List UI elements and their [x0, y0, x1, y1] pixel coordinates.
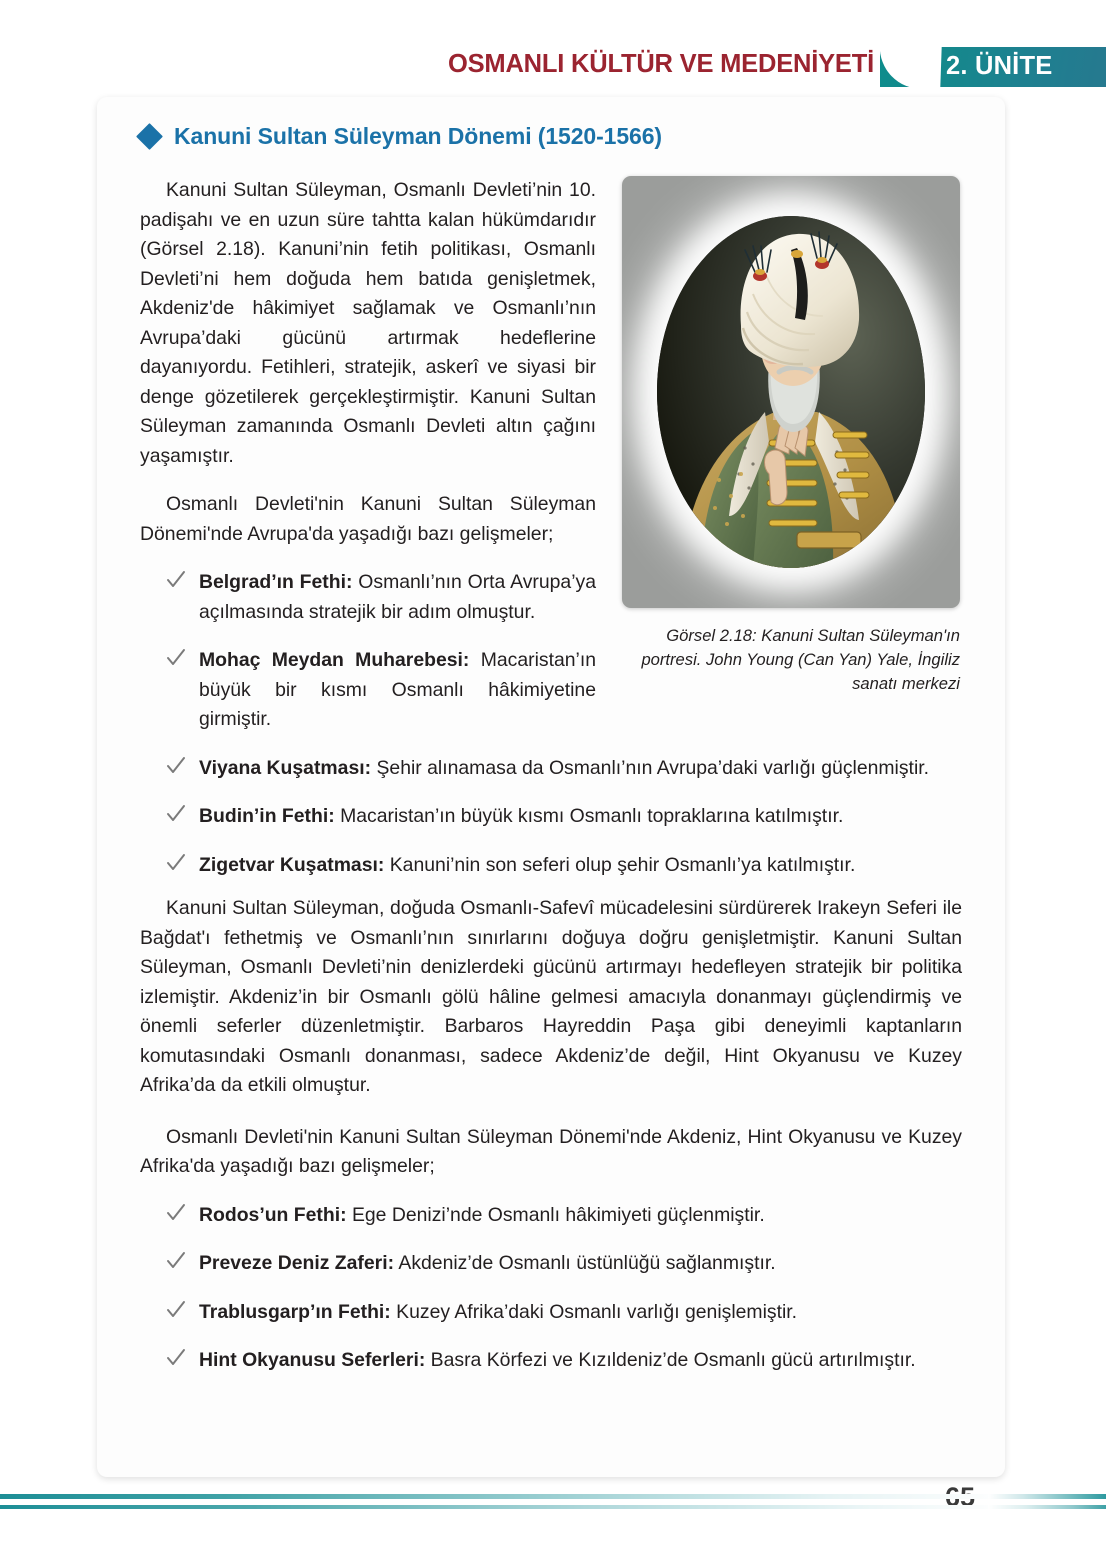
list-item-term: Hint Okyanusu Seferleri: — [199, 1349, 426, 1371]
check-icon — [166, 1202, 186, 1230]
list-item — [166, 1298, 962, 1328]
list-item-desc: Ege Denizi’nde Osmanlı hâkimiyeti güçlenmiştir. — [346, 1203, 765, 1226]
list-item-term: Rodos’un Fethi: — [199, 1203, 347, 1226]
content-card-inner — [140, 115, 962, 1376]
list-item-text — [199, 1298, 797, 1328]
europe-check-list-wide — [166, 754, 962, 881]
list-item-text — [199, 754, 929, 784]
list-item-term: Zigetvar Kuşatması: — [199, 853, 385, 876]
figure-block — [622, 176, 962, 696]
list-item-desc: Osmanlı’nın Orta Avrupa’ya açılmasında stratejik bir adım olmuştur. — [199, 571, 596, 623]
list-item-term: Belgrad’ın Fethi: — [199, 571, 353, 593]
list-item-desc: Macaristan’ın büyük bir kısmı Osmanlı hâkimiyetine girmiştir. — [199, 649, 597, 730]
list-item-text — [199, 568, 596, 627]
portrait-oval — [657, 216, 925, 568]
list-item-desc: Şehir alınamasa da Osmanlı’nın Avrupa’daki varlığı güçlenmiştir. — [371, 756, 930, 779]
header-title: OSMANLI KÜLTÜR VE MEDENİYETİ — [447, 50, 874, 78]
list-item-text — [199, 646, 596, 735]
list-item — [166, 1201, 962, 1231]
list-item-term: Preveze Deniz Zaferi: — [199, 1252, 395, 1274]
list-item-desc: Akdeniz’de Osmanlı üstünlüğü sağlanmıştır. — [394, 1252, 776, 1274]
footer-decoration — [0, 1494, 1106, 1520]
check-icon — [166, 647, 186, 675]
list-item-term: Viyana Kuşatması: — [199, 756, 372, 779]
list-item-desc: Kanuni’nin son seferi olup şehir Osmanlı’ya katılmıştır. — [384, 853, 856, 876]
list-item — [166, 754, 962, 784]
paragraph-intro: Kanuni Sultan Süleyman, Osmanlı Devleti’nin 10. padişahı ve en uzun süre tahtta kalan hükümdarıdır (Görsel 2.18). Kanuni’nin fetih politikası, Osmanlı Devleti’ni hem doğuda hem batıda genişletmek, Akdeniz'de hâkimiyet sağlamak ve Osmanlı’nın Avrupa’daki gücünü artırmak hedeflerine dayanıyordu. Fetihleri, stratejik, askerî ve siyasi bir denge gözetilerek gerçekleştirmiştir. Kanuni Sultan Süleyman zamanında Osmanlı Devleti altın çağını yaşamıştır. — [140, 179, 596, 467]
footer-rule-left-bottom — [0, 1505, 1010, 1509]
footer-rule-right-bottom — [988, 1505, 1106, 1509]
text-image-flow — [140, 176, 962, 735]
check-icon — [166, 852, 186, 880]
list-item-desc: Basra Körfezi ve Kızıldeniz’de Osmanlı gücü artırılmıştır. — [425, 1349, 916, 1371]
list-item — [166, 646, 596, 735]
footer-rule-left-top — [0, 1494, 1010, 1499]
list-item-text — [199, 802, 843, 832]
check-icon — [166, 1299, 186, 1327]
check-icon — [166, 1347, 186, 1375]
list-item — [166, 1346, 962, 1376]
list-item-text — [199, 1249, 776, 1279]
list-item-text — [199, 1346, 916, 1376]
list-item-term: Mohaç Meydan Muharebesi: — [199, 649, 470, 671]
paragraph-europe-lead: Osmanlı Devleti'nin Kanuni Sultan Süleyman Dönemi'nde Avrupa'da yaşadığı bazı gelişmeler; — [140, 493, 596, 545]
check-icon — [166, 569, 186, 597]
check-icon — [166, 803, 186, 831]
list-item-text — [199, 1201, 765, 1231]
paragraph-sea-lead: Osmanlı Devleti'nin Kanuni Sultan Süleyman Dönemi'nde Akdeniz, Hint Okyanusu ve Kuzey Afrika'da yaşadığı bazı gelişmeler; — [140, 1125, 962, 1177]
list-item-text — [199, 851, 855, 881]
sea-check-list — [166, 1201, 962, 1376]
section-heading-label: Kanuni Sultan Süleyman Dönemi (1520-1566) — [174, 123, 662, 149]
check-icon — [166, 755, 186, 783]
list-item-desc: Kuzey Afrika’daki Osmanlı varlığı genişlemiştir. — [390, 1300, 798, 1323]
unit-banner-notch — [878, 45, 942, 89]
running-header — [0, 47, 1106, 87]
unit-label: 2. ÜNİTE — [946, 52, 1053, 80]
section-heading — [140, 123, 962, 150]
list-item-term: Trablusgarp’ın Fethi: — [199, 1300, 391, 1323]
list-item-term: Budin’in Fethi: — [199, 805, 335, 827]
list-item — [166, 568, 596, 627]
check-icon — [166, 1250, 186, 1278]
list-item — [166, 1249, 962, 1279]
diamond-icon — [136, 123, 163, 150]
europe-check-list-narrow — [166, 568, 636, 735]
list-item — [166, 851, 962, 881]
figure-caption: Görsel 2.18: Kanuni Sultan Süleyman'ın portresi. John Young (Can Yan) Yale, İngiliz sanatı merkezi — [641, 626, 960, 693]
content-card — [97, 97, 1005, 1477]
list-item-desc: Macaristan’ın büyük kısmı Osmanlı topraklarına katılmıştır. — [334, 805, 844, 827]
portrait-frame — [622, 176, 960, 608]
unit-banner — [880, 47, 1106, 87]
portrait-illustration — [657, 216, 925, 568]
list-item — [166, 802, 962, 832]
paragraph-east-navy: Kanuni Sultan Süleyman, doğuda Osmanlı-Safevî mücadelesini sürdürerek Irakeyn Seferi ile Bağdat'ı fethetmiş ve Osmanlı’nın sınırlarını doğuya doğru genişletmiştir. Kanuni Sultan Süleyman, Osmanlı Devleti’nin denizlerdeki gücünü artırmayı hedefleyen stratejik bir politika izlemiştir. Akdeniz’in bir Osmanlı gölü hâline gelmesi amacıyla donanmayı güçlendirmiş ve önemli seferler düzenletmiştir. Barbaros Hayreddin Paşa gibi deneyimli kaptanların komutasındaki Osmanlı donanması, sadece Akdeniz’de değil, Hint Okyanusu ve Kuzey Afrika’da da etkili olmuştur. — [140, 897, 962, 1096]
footer-rule-right-top — [988, 1494, 1106, 1499]
